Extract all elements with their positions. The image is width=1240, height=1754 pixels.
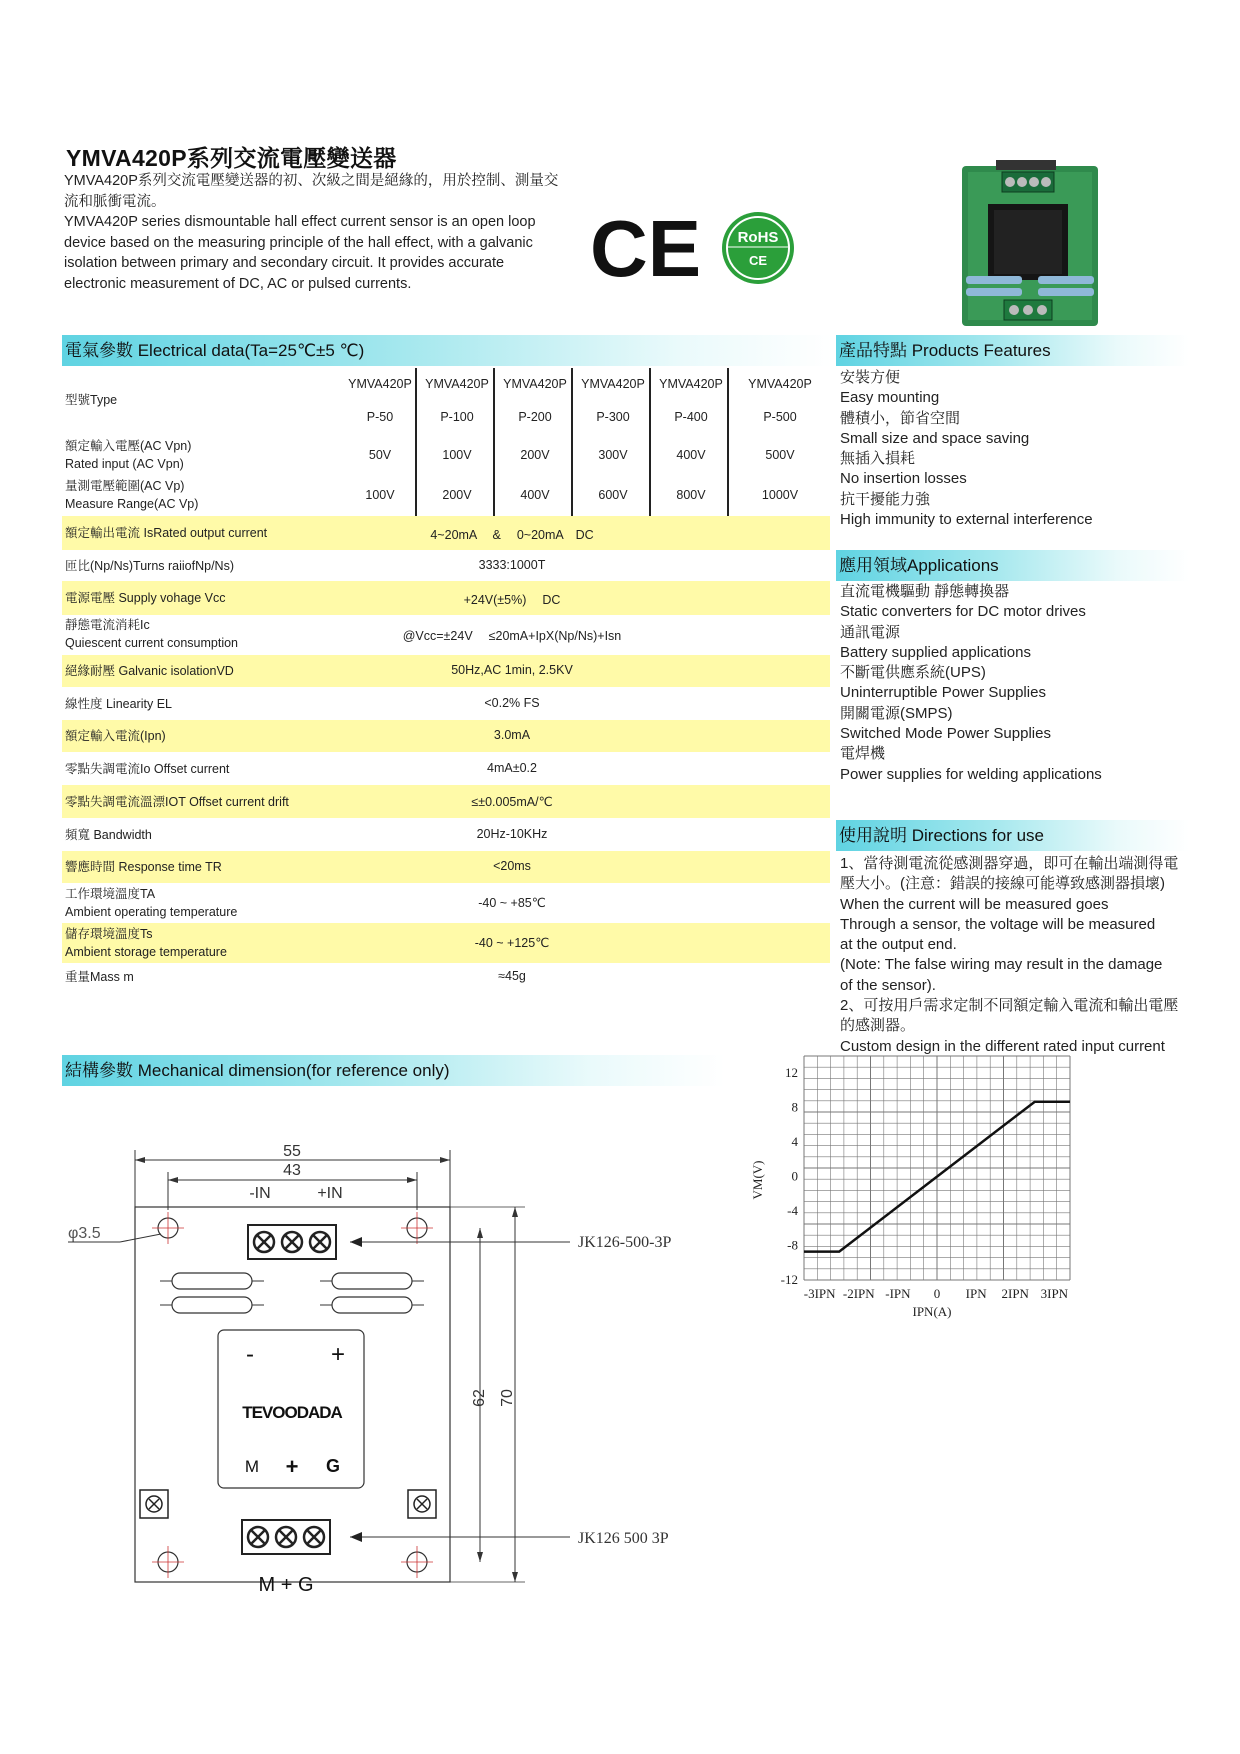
resistor <box>172 1297 252 1313</box>
list-item: 壓大小。(注意：錯誤的接線可能導致感測器損壞) <box>840 875 1165 893</box>
list-item: Easy mounting <box>840 389 940 407</box>
product-photo <box>958 158 1102 330</box>
connector-top-label: JK126-500-3P <box>578 1234 672 1251</box>
table-row <box>62 752 830 785</box>
directions-list <box>840 854 1186 1057</box>
y-tick-label: 12 <box>785 1065 798 1081</box>
row-label: 靜態電流消耗Ic <box>65 618 150 632</box>
dim-55: 55 <box>283 1143 301 1160</box>
model-top: YMVA420P <box>425 377 489 391</box>
column-divider <box>571 368 573 516</box>
row-label-en: Quiescent current consumption <box>65 636 239 650</box>
body-plus-2: + <box>285 1454 299 1479</box>
list-item: Custom design in the different rated input current <box>840 1037 1165 1055</box>
x-tick-label: -2IPN <box>842 1286 875 1301</box>
body-g: G <box>325 1456 341 1476</box>
model-bottom: P-500 <box>763 410 797 424</box>
electrical-data-header: 電氣參數 Electrical data(Ta=25℃±5 ℃) <box>62 335 833 366</box>
body-plus: + <box>330 1341 346 1368</box>
model-top: YMVA420P <box>659 377 723 391</box>
row-value: -40 ~ +85℃ <box>478 896 546 910</box>
table-row <box>62 550 830 581</box>
hole-diameter: φ3.5 <box>68 1225 101 1242</box>
measure-range-value: 100V <box>365 488 395 502</box>
column-divider <box>727 368 729 516</box>
measure-range-label: 量測電壓範圍(AC Vp) <box>65 479 185 493</box>
row-value: ≤±0.005mA/℃ <box>471 795 553 809</box>
row-label: 頻寬 Bandwidth <box>65 828 152 842</box>
row-label-en: Ambient storage temperature <box>65 945 227 959</box>
table-row <box>62 923 830 963</box>
table-row <box>62 818 830 851</box>
row-label: 額定輸入電流(Ipn) <box>65 729 166 743</box>
model-bottom: P-50 <box>366 410 394 424</box>
list-item: 體積小，節省空間 <box>840 409 961 427</box>
rated-input-value: 300V <box>598 448 628 462</box>
page-title: YMVA420P系列交流電壓變送器 <box>66 145 397 171</box>
measure-range-value: 1000V <box>761 488 799 502</box>
model-bottom: P-200 <box>518 410 552 424</box>
list-item: Static converters for DC motor drives <box>840 603 1086 621</box>
row-value: +24V(±5%) DC <box>463 593 561 607</box>
row-label: 重量Mass m <box>65 970 134 984</box>
rated-input-value: 50V <box>368 448 392 462</box>
chart-ylabel: VM(V) <box>750 1160 765 1200</box>
rohs-logo <box>722 212 794 284</box>
row-value: 3.0mA <box>493 728 531 742</box>
brand-logo: TEVOODADA <box>242 1403 342 1422</box>
applications-list <box>840 582 1186 785</box>
row-label-en: Ambient operating temperature <box>65 905 238 919</box>
row-label: 零點失調電流Io Offset current <box>65 762 230 776</box>
resistor <box>332 1297 412 1313</box>
model-top: YMVA420P <box>348 377 412 391</box>
row-label: 線性度 Linearity EL <box>65 697 172 711</box>
directions-header: 使用說明 Directions for use <box>836 820 1189 851</box>
list-item: Small size and space saving <box>840 429 1030 447</box>
list-item: 通訊電源 <box>840 623 901 641</box>
list-item: at the output end. <box>840 936 957 954</box>
dim-70: 70 <box>499 1389 516 1407</box>
row-label: 零點失調電流溫漂IOT Offset current drift <box>65 795 289 809</box>
table-row <box>62 963 830 993</box>
body-minus: - <box>246 1341 254 1368</box>
mechanical-drawing <box>60 1130 720 1600</box>
applications-header: 應用領域Applications <box>836 550 1189 581</box>
table-row <box>62 720 830 752</box>
output-chart <box>740 1050 1090 1330</box>
chart-xticks <box>804 1286 1069 1301</box>
row-label: 儲存環境溫度Ts <box>65 927 153 941</box>
row-label: 響應時間 Response time TR <box>65 860 222 874</box>
list-item: 的感測器。 <box>840 1017 916 1035</box>
model-top: YMVA420P <box>503 377 567 391</box>
list-item: of the sensor). <box>840 976 936 994</box>
row-label: 額定輸出電流 IsRated output current <box>65 526 268 540</box>
body-m: M <box>244 1457 260 1476</box>
table-row <box>62 516 830 550</box>
measure-range-label-en: Measure Range(AC Vp) <box>65 497 199 511</box>
row-value: <20ms <box>493 859 531 873</box>
mechanical-header: 結構參數 Mechanical dimension(for reference only) <box>62 1055 725 1086</box>
measure-range-value: 400V <box>520 488 550 502</box>
measure-range-value: 600V <box>598 488 628 502</box>
x-tick-label: -3IPN <box>803 1286 836 1301</box>
list-item: When the current will be measured goes <box>840 895 1109 913</box>
model-bottom: P-300 <box>596 410 630 424</box>
column-divider <box>649 368 651 516</box>
model-top: YMVA420P <box>748 377 812 391</box>
list-item: 開關電源(SMPS) <box>840 704 953 722</box>
model-bottom: P-100 <box>440 410 474 424</box>
intro-line: isolation between primary and secondary circuit. It provides accurate <box>64 255 505 271</box>
intro-line: YMVA420P系列交流電壓變送器的初、次級之間是絕緣的，用於控制、測量交 <box>64 173 559 189</box>
pin-labels: M + G <box>258 1574 314 1596</box>
resistor <box>332 1273 412 1289</box>
x-tick-label: -IPN <box>885 1286 911 1301</box>
y-tick-label: 4 <box>791 1134 798 1150</box>
list-item: Switched Mode Power Supplies <box>840 725 1051 743</box>
plus-in-label: +IN <box>317 1185 343 1202</box>
row-value: -40 ~ +125℃ <box>474 936 550 950</box>
rated-input-value: 400V <box>676 448 706 462</box>
row-value: 4~20mA & 0~20mA DC <box>430 528 594 542</box>
chart-grid <box>804 1056 1070 1280</box>
list-item: Uninterruptible Power Supplies <box>840 684 1046 702</box>
list-item: No insertion losses <box>840 470 967 488</box>
intro-line: 流和脈衝電流。 <box>64 193 166 210</box>
dim-62: 62 <box>471 1389 488 1407</box>
minus-in-label: -IN <box>249 1185 271 1202</box>
features-list <box>840 368 1186 530</box>
table-row <box>62 883 830 923</box>
list-item: Power supplies for welding applications <box>840 765 1102 783</box>
table-row <box>62 655 830 687</box>
features-header: 產品特點 Products Features <box>836 335 1189 366</box>
column-divider <box>415 368 417 516</box>
list-item: 安裝方便 <box>840 369 901 386</box>
rated-input-label: 額定輸入電壓(AC Vpn) <box>65 439 192 453</box>
list-item: High immunity to external interference <box>840 511 1093 529</box>
certification-logos <box>590 210 800 286</box>
board-outline <box>135 1207 450 1582</box>
column-divider <box>493 368 495 516</box>
table-row <box>62 615 830 655</box>
x-tick-label: 3IPN <box>1040 1286 1069 1301</box>
chart-xlabel: IPN(A) <box>912 1304 952 1319</box>
row-label: 電源電壓 Supply vohage Vcc <box>65 591 226 605</box>
list-item: Battery supplied applications <box>840 643 1031 661</box>
ce-logo: CE <box>590 210 702 286</box>
rated-input-label-en: Rated input (AC Vpn) <box>65 457 184 471</box>
row-value: <0.2% FS <box>484 696 540 710</box>
model-top: YMVA420P <box>581 377 645 391</box>
list-item: 不斷電供應系統(UPS) <box>840 664 986 682</box>
rated-input-value: 500V <box>765 448 795 462</box>
y-tick-label: 8 <box>791 1099 798 1115</box>
row-label: 匝比(Np/Ns)Turns raiiofNp/Ns) <box>65 559 235 573</box>
table-row <box>62 785 830 818</box>
list-item: 2、可按用戶需求定制不同額定輸入電流和輸出電壓 <box>840 997 1179 1015</box>
row-label: 工作環境溫度TA <box>65 887 156 901</box>
x-tick-label: IPN <box>965 1286 987 1301</box>
x-tick-label: 2IPN <box>1001 1286 1029 1301</box>
row-label: 絕緣耐壓 Galvanic isolationVD <box>65 664 234 678</box>
intro-line: YMVA420P series dismountable hall effect current sensor is an open loop <box>64 214 536 230</box>
row-value: 50Hz,AC 1min, 2.5KV <box>451 663 573 677</box>
y-tick-label: -4 <box>787 1203 798 1219</box>
rated-input-value: 200V <box>520 448 550 462</box>
list-item: (Note: The false wiring may result in the damage <box>840 956 1163 974</box>
measure-range-value: 200V <box>442 488 472 502</box>
row-value: ≈45g <box>498 969 526 983</box>
intro-text <box>64 171 584 294</box>
connector-bottom-label: JK126 500 3P <box>578 1530 669 1547</box>
chart-yticks <box>781 1065 799 1287</box>
rated-input-value: 100V <box>442 448 472 462</box>
measure-range-value: 800V <box>676 488 706 502</box>
list-item: 抗干擾能力強 <box>840 490 931 508</box>
intro-line: electronic measurement of DC, AC or pulsed currents. <box>64 275 412 292</box>
rohs-ce-mark: CE <box>748 253 768 268</box>
intro-line: device based on the measuring principle of the hall effect, with a galvanic <box>64 234 533 251</box>
list-item: 直流電機驅動 靜態轉換器 <box>840 583 1010 600</box>
list-item: 無插入損耗 <box>840 450 916 468</box>
type-label: 型號Type <box>65 393 118 407</box>
table-row <box>62 687 830 720</box>
table-row <box>62 851 830 883</box>
y-tick-label: -12 <box>780 1272 798 1287</box>
y-tick-label: -8 <box>787 1237 798 1253</box>
row-value: 3333:1000T <box>478 558 546 572</box>
resistor <box>172 1273 252 1289</box>
list-item: Through a sensor, the voltage will be measured <box>840 915 1156 933</box>
rohs-text: RoHS <box>737 229 779 246</box>
row-value: 4mA±0.2 <box>487 761 537 775</box>
table-row <box>62 581 830 615</box>
x-tick-label: 0 <box>933 1286 941 1301</box>
list-item: 1、當待測電流從感測器穿過，即可在輸出端測得電 <box>840 855 1179 872</box>
row-value: 20Hz-10KHz <box>476 827 548 841</box>
row-value: @Vcc=±24V ≤20mA+IpX(Np/Ns)+Isn <box>402 629 622 643</box>
y-tick-label: 0 <box>791 1168 798 1184</box>
list-item: 電焊機 <box>840 745 886 763</box>
dim-43: 43 <box>283 1162 301 1179</box>
model-bottom: P-400 <box>674 410 708 424</box>
